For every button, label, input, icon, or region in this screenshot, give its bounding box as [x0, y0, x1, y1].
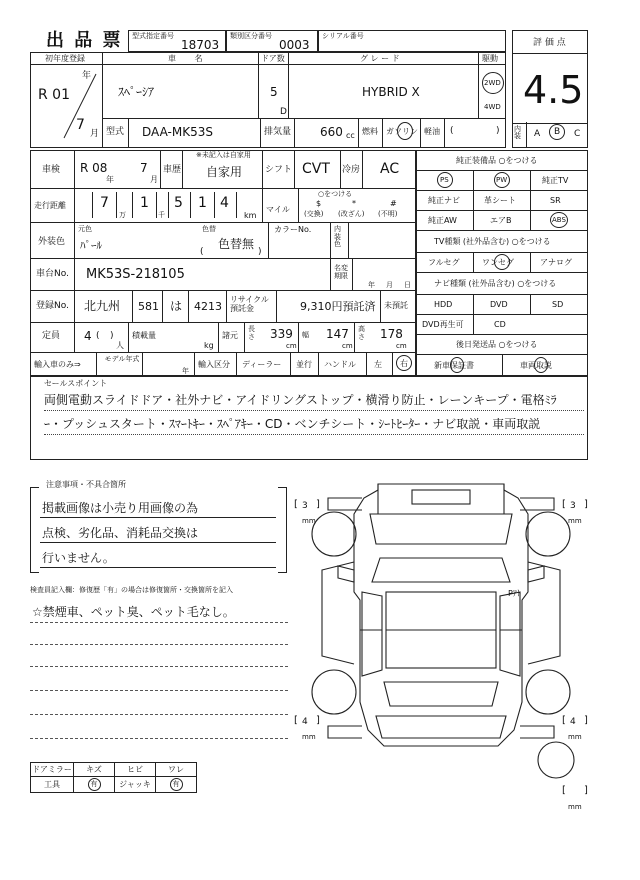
capacity-paren-open: ( — [96, 331, 100, 341]
dvd-playable: DVD再生可 — [422, 320, 464, 329]
displacement-label: 排気量 — [264, 127, 292, 137]
mileage-exchange-sym: $ — [316, 199, 322, 208]
serial-label: シリアル番号 — [322, 32, 364, 40]
sales-line-1: 両側電動スライドドア・社外ナビ・アイドリングストップ・横滑り防止・レーンキープ・電格ﾐﾗ — [44, 393, 557, 407]
recycle-unpaid: 未預託 — [384, 301, 408, 310]
equip-sr: SR — [550, 196, 561, 205]
fuel-gas: ガソリン — [386, 127, 418, 136]
tv-fullseg: フルセグ — [428, 258, 460, 267]
name-change-day: 日 — [404, 281, 411, 289]
manual: 車両取説 — [520, 361, 552, 370]
notes-line-1: 掲載画像は小売り用画像の為 — [42, 501, 199, 515]
interior-a: A — [534, 129, 541, 139]
handle-label: ハンドル — [324, 360, 356, 369]
mileage-altered-sym: * — [352, 199, 356, 208]
tire-rl-bracket-close: ] — [316, 715, 320, 726]
height-value: 178 — [380, 327, 403, 341]
equipment-title: 純正装備品 ○をつける — [456, 156, 538, 165]
displacement-value: 660 — [320, 125, 343, 139]
import-dealer: ディーラー — [242, 360, 282, 369]
interior-color-label: 内装色 — [334, 225, 341, 249]
sales-line-2: ｰ・プッシュスタート・ｽﾏｰﾄｷｰ・ｽﾍﾟｱｷｰ・CD・ベンチシート・ｼｰﾄﾋｰﾀｰ・ナビ取説・車両取説 — [44, 417, 541, 431]
history-label: 車歴 — [163, 165, 182, 175]
legend-header-3: ヒビ — [115, 763, 156, 777]
drive-label: 駆動 — [482, 54, 498, 63]
type-value: DAA-MK53S — [142, 125, 213, 139]
tire-rl-bracket-open: [ — [294, 715, 298, 726]
warranty-circle — [450, 357, 464, 373]
fuel-label: 燃料 — [362, 127, 378, 136]
mileage-unknown-sym: # — [390, 199, 397, 208]
sales-label: セールスポイント — [44, 379, 108, 388]
notes-bracket-left — [30, 487, 39, 573]
model-year-label: モデル年式 — [104, 355, 140, 363]
height-label: 高さ — [358, 325, 365, 341]
navi-hdd: HDD — [434, 300, 453, 309]
shift-label: シフト — [265, 165, 293, 175]
interior-c: C — [574, 129, 581, 139]
tire-fr-mm: mm — [568, 517, 582, 525]
doors-value: 5 — [270, 85, 278, 99]
registration-num2: 4213 — [194, 300, 222, 313]
registration-area: 北九州 — [84, 299, 121, 313]
ac-label: 冷房 — [342, 165, 361, 175]
inspection-month-unit: 月 — [150, 175, 158, 184]
doors-label: ドア数 — [261, 54, 285, 63]
fuel-circle — [397, 122, 413, 140]
navi-dvd: DVD — [490, 300, 508, 309]
notes-label: 注意事項・不具合箇所 — [46, 480, 126, 489]
color-original: ﾊﾟｰﾙ — [80, 239, 102, 252]
notes-line-3: 行いません。 — [42, 551, 115, 565]
equip-ps: PS — [440, 176, 449, 184]
color-label: 外装色 — [38, 237, 66, 247]
equip-pw: PW — [496, 176, 508, 184]
first-reg-year: R 01 — [38, 87, 70, 103]
rating-label: 評 価 点 — [533, 38, 566, 48]
mileage-d3: 5 — [174, 195, 183, 211]
class-code-box — [226, 30, 318, 52]
color-no-label: カラーNo. — [274, 225, 312, 234]
inspection-year: R 08 — [80, 161, 108, 175]
recycle-label: リサイクル預託金 — [230, 295, 269, 313]
mileage-unknown: (不明) — [378, 210, 398, 218]
first-reg-year-unit: 年 — [82, 71, 92, 81]
tire-rl-mm: mm — [302, 733, 316, 741]
length-value: 339 — [270, 327, 293, 341]
ac-value: AC — [380, 161, 400, 177]
tire-fl-bracket-close: ] — [316, 499, 320, 510]
sheet-title: 出 品 票 — [46, 30, 123, 51]
tire-rl-value: 4 — [302, 717, 308, 727]
import-label: 輸入車のみ⇒ — [34, 360, 81, 369]
width-cm: cm — [342, 342, 353, 350]
first-reg-month: 7 — [76, 117, 85, 133]
width-value: 147 — [326, 327, 349, 341]
grade-label: グ レ ー ド — [360, 54, 400, 63]
mileage-man: 万 — [119, 211, 126, 219]
handle-right: 右 — [400, 359, 408, 368]
displacement-cc: cc — [346, 131, 355, 140]
name-change-year: 年 — [368, 281, 375, 289]
grade-value: HYBRID X — [362, 85, 420, 99]
tire-rr-mm: mm — [568, 733, 582, 741]
registration-num1: 581 — [138, 300, 159, 313]
legend-cell-3: ジャッキ — [115, 777, 156, 793]
legend-header-4: ワレ — [156, 763, 197, 777]
model-code-label: 型式指定番号 — [132, 32, 174, 40]
registration-kana: は — [170, 299, 183, 313]
fuel-diesel: 軽油 — [424, 127, 440, 136]
interior-b: B — [554, 127, 561, 137]
shift-value: CVT — [302, 161, 330, 177]
tv-analog: アナログ — [540, 258, 572, 267]
load-unit: kg — [204, 341, 214, 350]
drive-2wd: 2WD — [484, 79, 501, 87]
notes-bracket-right — [278, 487, 287, 573]
car-name: ｽﾍﾟｰｼｱ — [118, 85, 155, 99]
tire-fr-value: 3 — [570, 501, 576, 511]
doors-d: D — [280, 107, 287, 117]
history-note: ※未記入は自家用 — [196, 151, 251, 159]
spare-bracket-close: ] — [584, 785, 588, 796]
tv-title: TV種類 (社外品含む) ○をつける — [434, 237, 551, 246]
length-label: 長さ — [248, 325, 255, 341]
mileage-circle-note: ○をつける — [318, 190, 353, 198]
capacity-unit: 人 — [116, 341, 124, 350]
capacity-value: 4 — [84, 329, 92, 343]
tire-fl-mm: mm — [302, 517, 316, 525]
mileage-mile: マイル — [266, 205, 290, 214]
mileage-label: 走行距離 — [34, 201, 66, 210]
chassis-value: MK53S-218105 — [86, 267, 185, 282]
import-parallel: 並行 — [296, 360, 312, 369]
import-category-label: 輸入区分 — [198, 360, 230, 369]
equip-airbag: エアB — [490, 216, 512, 225]
type-label: 型式 — [106, 127, 125, 137]
fuel-paren-close: ) — [496, 126, 500, 136]
legend-cell-4: 有 — [156, 777, 197, 793]
model-code: 18703 — [181, 38, 220, 52]
later-title: 後日発送品 ○をつける — [456, 340, 538, 349]
rating-value: 4.5 — [523, 68, 584, 112]
inspector-label: 検査員記入欄：修復歴「有」の場合は修復箇所・交換箇所を記入 — [30, 586, 233, 594]
legend-table — [30, 762, 197, 793]
tire-fl-value: 3 — [302, 501, 308, 511]
color-change-label: 色替 — [202, 225, 216, 233]
mileage-exchange: (交換) — [304, 210, 324, 218]
model-year-unit: 年 — [182, 367, 189, 375]
height-cm: cm — [396, 342, 407, 350]
load-label: 積載量 — [132, 331, 156, 340]
color-paren-open: ( — [200, 247, 204, 257]
fuel-paren: ( — [450, 126, 454, 136]
equip-abs: ABS — [552, 216, 566, 224]
notes-line-2: 点検、劣化品、消耗品交換は — [42, 526, 199, 540]
legend-header-1: ドアミラー — [31, 763, 74, 777]
mileage-d2: 1 — [140, 195, 149, 211]
inspector-note: ☆禁煙車、ペット臭、ペット毛なし。 — [32, 605, 235, 619]
handle-left: 左 — [374, 360, 382, 369]
interior-label: 内装 — [514, 125, 521, 140]
car-name-label: 車 名 — [168, 54, 211, 63]
manual-circle — [534, 357, 548, 373]
equip-aw: 純正AW — [428, 216, 457, 225]
legend-cell-1: 工具 — [31, 777, 74, 793]
mileage-d4: 1 — [198, 195, 207, 211]
class-code: 0003 — [279, 38, 310, 52]
legend-header-2: キズ — [74, 763, 115, 777]
navi-cd: CD — [494, 320, 506, 329]
diagram-mark: Pｱﾄ — [508, 589, 521, 598]
tire-rr-bracket-open: [ — [562, 715, 566, 726]
navi-sd: SD — [552, 300, 564, 309]
drive-4wd: 4WD — [484, 103, 501, 111]
name-change-label: 名変期限 — [334, 264, 348, 281]
registration-label: 登録No. — [36, 301, 69, 311]
color-original-label: 元色 — [78, 225, 92, 233]
legend-cell-2: 有 — [74, 777, 115, 793]
history-value: 自家用 — [206, 165, 243, 179]
tv-oneseg: ワンセグ — [482, 258, 514, 267]
equip-tv: 純正TV — [542, 176, 569, 185]
inspection-label: 車検 — [42, 165, 61, 175]
first-reg-month-unit: 月 — [90, 129, 100, 139]
model-code-box — [128, 30, 226, 52]
spare-mm: mm — [568, 803, 582, 811]
name-change-month: 月 — [386, 281, 393, 289]
mileage-km: km — [244, 211, 257, 220]
tire-rr-value: 4 — [570, 717, 576, 727]
tire-fr-bracket-close: ] — [584, 499, 588, 510]
chassis-label: 車台No. — [36, 269, 69, 279]
tire-rr-bracket-close: ] — [584, 715, 588, 726]
inspection-year-unit: 年 — [106, 175, 114, 184]
warranty: 新車保証書 — [434, 361, 474, 370]
equip-leather: 革シート — [484, 196, 516, 205]
dims-label: 諸元 — [222, 331, 238, 340]
capacity-label: 定員 — [42, 331, 61, 341]
mileage-d1: 7 — [100, 195, 109, 211]
recycle-value: 9,310円預託済 — [300, 300, 376, 313]
color-change-value: 色替無 — [218, 237, 255, 251]
capacity-paren-close: ) — [110, 331, 114, 341]
inspection-month: 7 — [140, 161, 148, 175]
car-diagram — [292, 470, 592, 810]
equip-navi: 純正ナビ — [428, 196, 460, 205]
serial-box — [318, 30, 506, 52]
mileage-altered: (改ざん) — [338, 210, 365, 218]
mileage-d5: 4 — [220, 195, 229, 211]
navi-title: ナビ種類 (社外品含む) ○をつける — [434, 279, 557, 288]
mileage-sen: 千 — [158, 211, 165, 219]
tire-fl-bracket-open: [ — [294, 499, 298, 510]
spare-bracket-open: [ — [562, 785, 566, 796]
width-label: 幅 — [302, 331, 309, 339]
length-cm: cm — [286, 342, 297, 350]
first-reg-label: 初年度登録 — [45, 54, 85, 63]
color-paren-close: ) — [258, 247, 262, 257]
tire-fr-bracket-open: [ — [562, 499, 566, 510]
class-code-label: 類別区分番号 — [230, 32, 272, 40]
